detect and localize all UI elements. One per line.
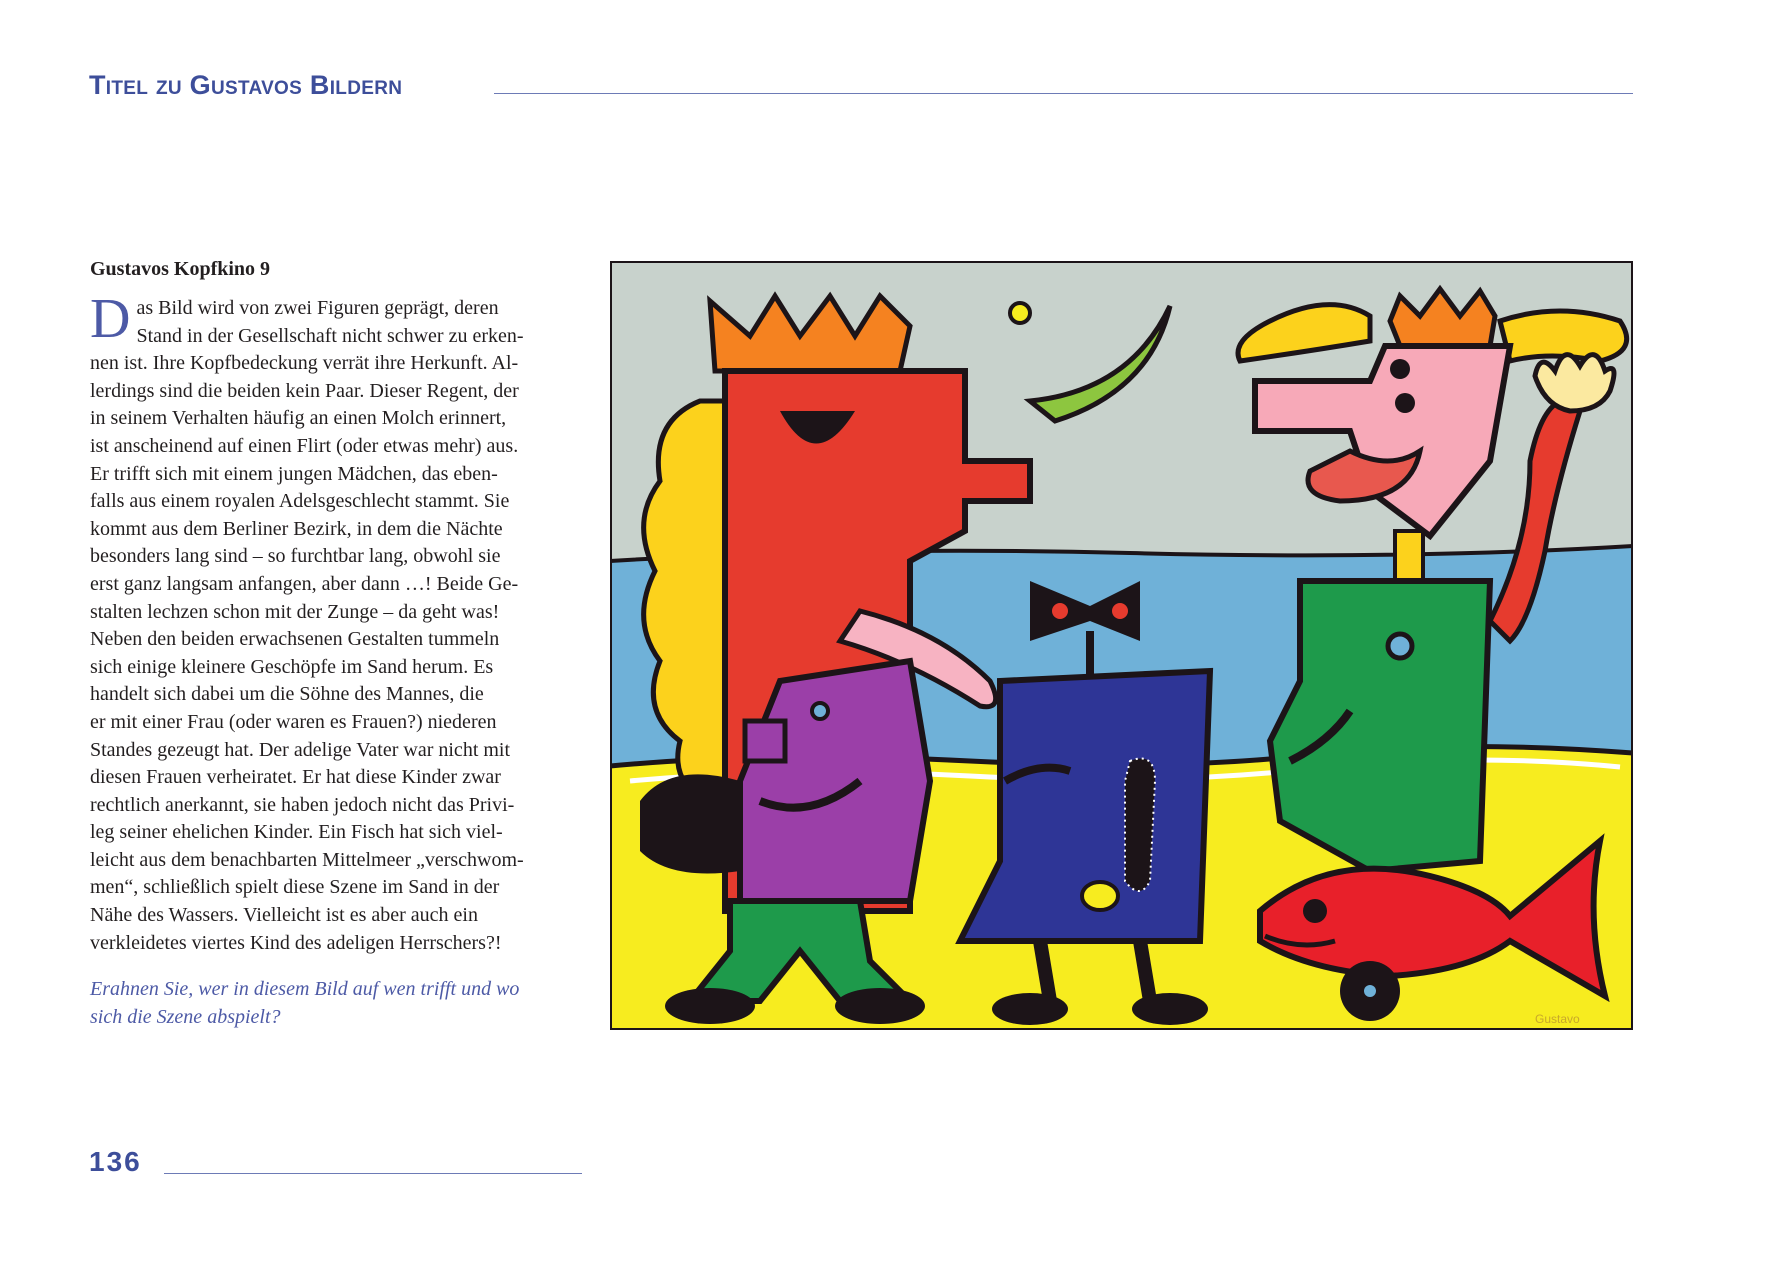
page-number: 136 <box>89 1146 142 1177</box>
sun-dot <box>1010 303 1030 323</box>
body-line: diesen Frauen verheiratet. Er hat diese Kinder zwar <box>90 766 501 789</box>
body-line: men“, schließlich spielt diese Szene im Sand in der <box>90 876 500 899</box>
question-line: sich die Szene abspielt? <box>90 1006 281 1028</box>
body-line: handelt sich dabei um die Söhne des Mannes, die <box>90 683 484 706</box>
body-line: as Bild wird von zwei Figuren geprägt, deren <box>136 297 499 319</box>
section-heading: Gustavos Kopfkino 9 <box>90 258 271 280</box>
king-back-foot <box>640 774 740 873</box>
body-line: Neben den beiden erwachsenen Gestalten tummeln <box>90 628 500 651</box>
painting-illustration <box>610 261 1633 1030</box>
body-line: nen ist. Ihre Kopfbedeckung verrät ihre Herkunft. Al- <box>90 352 519 375</box>
body-line: falls aus einem royalen Adelsgeschlecht stammt. Sie <box>90 490 510 513</box>
closing-question <box>90 975 610 1031</box>
body-line: kommt aus dem Berliner Bezirk, in dem die Nächte <box>90 517 503 540</box>
body-line: Standes gezeugt hat. Der adelige Vater war nicht mit <box>90 738 511 761</box>
body-line: leg seiner ehelichen Kinder. Ein Fisch hat sich viel- <box>90 821 503 844</box>
body-line: Nähe des Wassers. Vielleicht ist es aber auch ein <box>90 904 478 927</box>
body-line: erst ganz langsam anfangen, aber dann …! Beide Ge- <box>90 572 519 595</box>
body-line: verkleidetes viertes Kind des adeligen Herrschers?! <box>90 931 502 954</box>
body-line: sich einige kleinere Geschöpfe im Sand herum. Es <box>90 655 494 678</box>
purple-child-eye <box>812 703 828 719</box>
question-line: Erahnen Sie, wer in diesem Bild auf wen trifft und wo <box>90 978 520 1000</box>
body-line: ist anscheinend auf einen Flirt (oder etwas mehr) aus. <box>90 434 519 457</box>
painting-image <box>610 261 1633 1030</box>
painter-signature: Gustavo <box>1535 1012 1580 1026</box>
princess-body <box>1270 581 1490 871</box>
body-line: lerdings sind die beiden kein Paar. Dieser Regent, der <box>90 379 519 402</box>
body-line: Stand in der Gesellschaft nicht schwer zu erken- <box>136 324 524 347</box>
running-header-title: Titel zu Gustavos Bildern <box>89 70 403 100</box>
body-paragraph <box>90 288 590 957</box>
header-rule <box>494 93 1633 94</box>
body-line: in seinem Verhalten häufig an einen Molch erinnert, <box>90 407 507 430</box>
footer-rule <box>164 1173 582 1174</box>
body-line: stalten lechzen schon mit der Zunge – da geht was! <box>90 600 500 623</box>
body-line: leicht aus dem benachbarten Mittelmeer „verschwom- <box>90 848 524 871</box>
body-line: Er trifft sich mit einem jungen Mädchen, das eben- <box>90 462 498 485</box>
body-line: er mit einer Frau (oder waren es Frauen?) niederen <box>90 710 497 733</box>
drop-cap: D <box>90 288 131 350</box>
body-line: rechtlich anerkannt, sie haben jedoch nicht das Privi- <box>90 793 515 816</box>
body-line: besonders lang sind – so furchtbar lang, obwohl sie <box>90 545 501 568</box>
